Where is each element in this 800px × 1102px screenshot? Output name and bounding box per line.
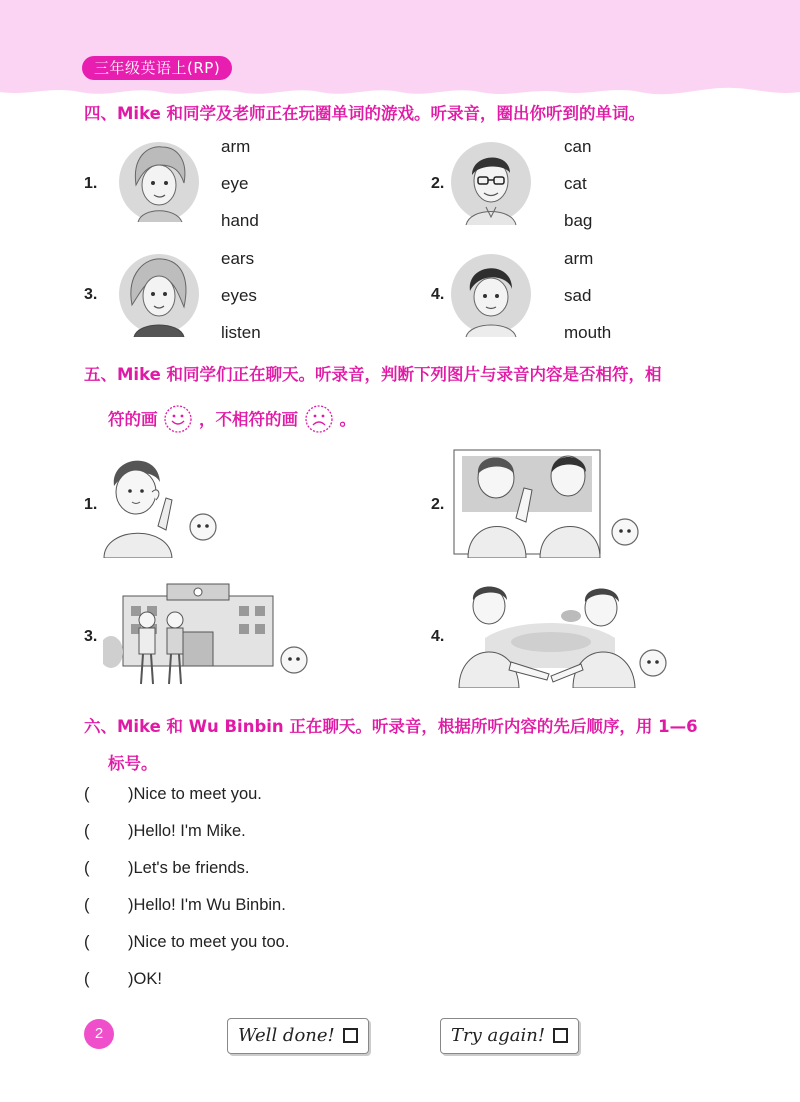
answer-bracket-close: ) — [128, 822, 134, 840]
answer-bracket-open[interactable]: ( — [84, 785, 90, 803]
boy-listening-illustration — [100, 446, 190, 558]
order-row — [84, 970, 162, 989]
answer-bracket-close: ) — [128, 859, 134, 877]
s4-item1-number: 1. — [84, 175, 98, 192]
section5-title-line2 — [108, 404, 356, 434]
s4-item2-word3[interactable]: bag — [564, 211, 593, 230]
order-sentence: Let's be friends. — [133, 859, 250, 877]
answer-bracket-close: ) — [128, 970, 134, 988]
answer-bracket-close: ) — [128, 933, 134, 951]
answer-bracket-close: ) — [128, 896, 134, 914]
order-sentence: Hello! I'm Mike. — [133, 822, 246, 840]
order-sentence: Nice to meet you too. — [133, 933, 290, 951]
well-done-checkbox[interactable] — [343, 1028, 358, 1043]
frowny-face-icon — [304, 404, 334, 434]
boy-portrait-icon — [450, 249, 532, 339]
boys-shaking-hands-illustration — [455, 578, 637, 688]
answer-bracket-open[interactable]: ( — [84, 970, 90, 988]
school-building-illustration — [103, 580, 277, 690]
s4-item2-number: 2. — [431, 175, 445, 192]
s4-item4-word3[interactable]: mouth — [564, 323, 612, 342]
section5-title-line1: 五、Mike 和同学们正在聊天。听录音，判断下列图片与录音内容是否相符，相 — [84, 365, 662, 384]
s4-item1-word1[interactable]: arm — [221, 137, 251, 156]
girl-portrait-icon — [118, 137, 200, 227]
smiley-face-icon — [163, 404, 193, 434]
answer-bracket-open[interactable]: ( — [84, 896, 90, 914]
s4-item3-number: 3. — [84, 286, 98, 303]
order-sentence: Hello! I'm Wu Binbin. — [133, 896, 286, 914]
answer-bracket-open[interactable]: ( — [84, 822, 90, 840]
s4-item2-word1[interactable]: can — [564, 137, 592, 156]
s5-item4-number: 4. — [431, 628, 445, 645]
answer-bracket-close: ) — [128, 785, 134, 803]
order-row — [84, 933, 289, 952]
two-boys-greeting-illustration — [452, 446, 607, 558]
s4-item3-word2[interactable]: eyes — [221, 286, 257, 305]
order-sentence: Nice to meet you. — [133, 785, 262, 803]
s4-item1-word3[interactable]: hand — [221, 211, 259, 230]
section6-title-line1: 六、Mike 和 Wu Binbin 正在聊天。听录音，根据所听内容的先后顺序，用 1—6 — [84, 717, 698, 736]
s5-item3-number: 3. — [84, 628, 98, 645]
answer-face-icon[interactable] — [188, 512, 218, 542]
section4-title: 四、Mike 和同学及老师正在玩圈单词的游戏。听录音，圈出你听到的单词。 — [84, 104, 646, 123]
section5-title-part-a: 符的画 — [108, 410, 158, 429]
page-number: 2 — [84, 1019, 114, 1049]
order-sentence: OK! — [133, 970, 162, 988]
answer-face-icon[interactable] — [610, 517, 640, 547]
order-row — [84, 896, 286, 915]
section5-title-part-b: ，不相符的画 — [199, 410, 298, 429]
order-row — [84, 822, 246, 841]
s4-item1-word2[interactable]: eye — [221, 174, 249, 193]
try-again-checkbox[interactable] — [553, 1028, 568, 1043]
s4-item4-number: 4. — [431, 286, 445, 303]
s4-item3-word3[interactable]: listen — [221, 323, 261, 342]
s4-item2-word2[interactable]: cat — [564, 174, 587, 193]
answer-bracket-open[interactable]: ( — [84, 859, 90, 877]
s5-item1-number: 1. — [84, 496, 98, 513]
s4-item4-word2[interactable]: sad — [564, 286, 592, 305]
well-done-label: Well done! — [238, 1025, 335, 1046]
try-again-label: Try again! — [451, 1025, 546, 1046]
answer-face-icon[interactable] — [279, 645, 309, 675]
order-row — [84, 859, 249, 878]
order-row — [84, 785, 262, 804]
teacher-portrait-icon — [450, 137, 532, 227]
section6-title-line2: 标号。 — [108, 754, 158, 773]
answer-bracket-open[interactable]: ( — [84, 933, 90, 951]
try-again-box[interactable] — [440, 1018, 579, 1054]
s4-item3-word1[interactable]: ears — [221, 249, 255, 268]
s4-item4-word1[interactable]: arm — [564, 249, 594, 268]
grade-badge: 三年级英语上(RP) — [82, 56, 232, 80]
teacher-woman-portrait-icon — [118, 249, 200, 339]
header-wave-band — [0, 0, 800, 96]
s5-item2-number: 2. — [431, 496, 445, 513]
section5-title-part-c: 。 — [339, 410, 356, 429]
answer-face-icon[interactable] — [638, 648, 668, 678]
well-done-box[interactable] — [227, 1018, 369, 1054]
